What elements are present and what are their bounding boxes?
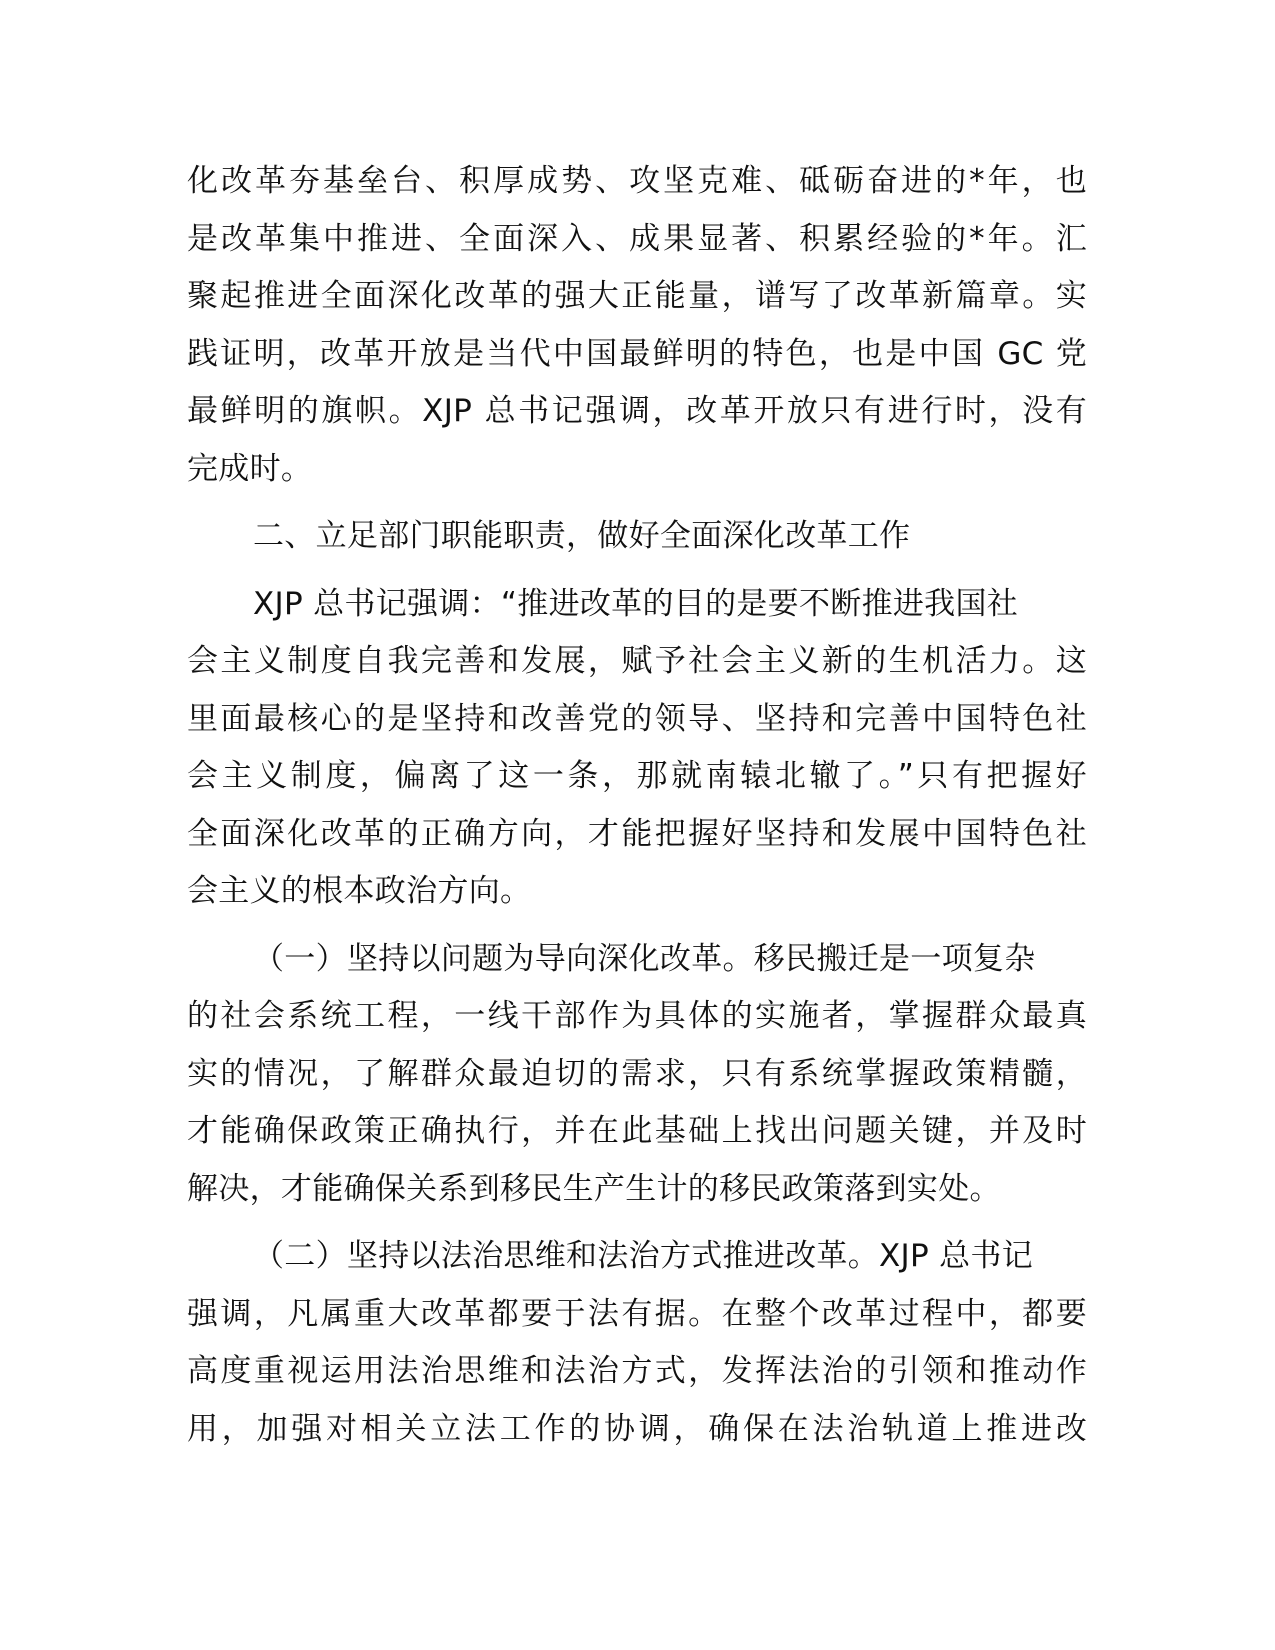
text-line: 高度重视运用法治思维和法治方式，发挥法治的引领和推动作 [187,1353,1087,1389]
text-line: 里面最核心的是坚持和改善党的领导、坚持和完善中国特色社 [187,700,1087,737]
text-line: 完成时。 [187,450,313,487]
text-line: 实的情况，了解群众最迫切的需求，只有系统掌握政策精髓， [187,1055,1087,1092]
text-line: 全面深化改革的正确方向，才能把握好坚持和发展中国特色社 [187,815,1087,852]
text-line: 会主义的根本政治方向。 [187,873,532,909]
text-line: 会主义制度自我完善和发展，赋予社会主义新的生机活力。这 [187,643,1087,679]
text-line: 强调，凡属重大改革都要于法有据。在整个改革过程中，都要 [187,1295,1087,1332]
paragraph-reform-achievements [187,153,1087,498]
text-line: （二）坚持以法治思维和法治方式推进改革。XJP 总书记 [253,1238,1034,1274]
text-line: 的社会系统工程，一线干部作为具体的实施者，掌握群众最真 [187,998,1087,1034]
text-line: 聚起推进全面深化改革的强大正能量，谱写了改革新篇章。实 [187,278,1087,314]
paragraph-reform-direction [187,576,1087,921]
section-heading: 二、立足部门职能职责，做好全面深化改革工作 [253,518,911,554]
text-line: 是改革集中推进、全面深入、成果显著、积累经验的*年。汇 [187,220,1087,257]
text-line: 才能确保政策正确执行，并在此基础上找出问题关键，并及时 [187,1113,1087,1149]
text-line: 用，加强对相关立法工作的协调，确保在法治轨道上推进改 [187,1410,1087,1447]
text-line: （一）坚持以问题为导向深化改革。移民搬迁是一项复杂 [253,940,1036,977]
text-line: 最鲜明的旗帜。XJP 总书记强调，改革开放只有进行时，没有 [187,393,1087,429]
text-line: 会主义制度，偏离了这一条，那就南辕北辙了。”只有把握好 [187,758,1087,794]
text-line: XJP 总书记强调：“推进改革的目的是要不断推进我国社 [253,585,1019,622]
text-line: 化改革夯基垒台、积厚成势、攻坚克难、砥砺奋进的*年，也 [187,163,1087,199]
paragraph-rule-of-law [187,1228,1087,1458]
paragraph-problem-oriented [187,931,1087,1219]
document-body [187,153,1087,1458]
text-line: 解决，才能确保关系到移民生产生计的移民政策落到实处。 [187,1170,1001,1207]
text-line: 践证明，改革开放是当代中国最鲜明的特色，也是中国 GC 党 [187,335,1087,372]
